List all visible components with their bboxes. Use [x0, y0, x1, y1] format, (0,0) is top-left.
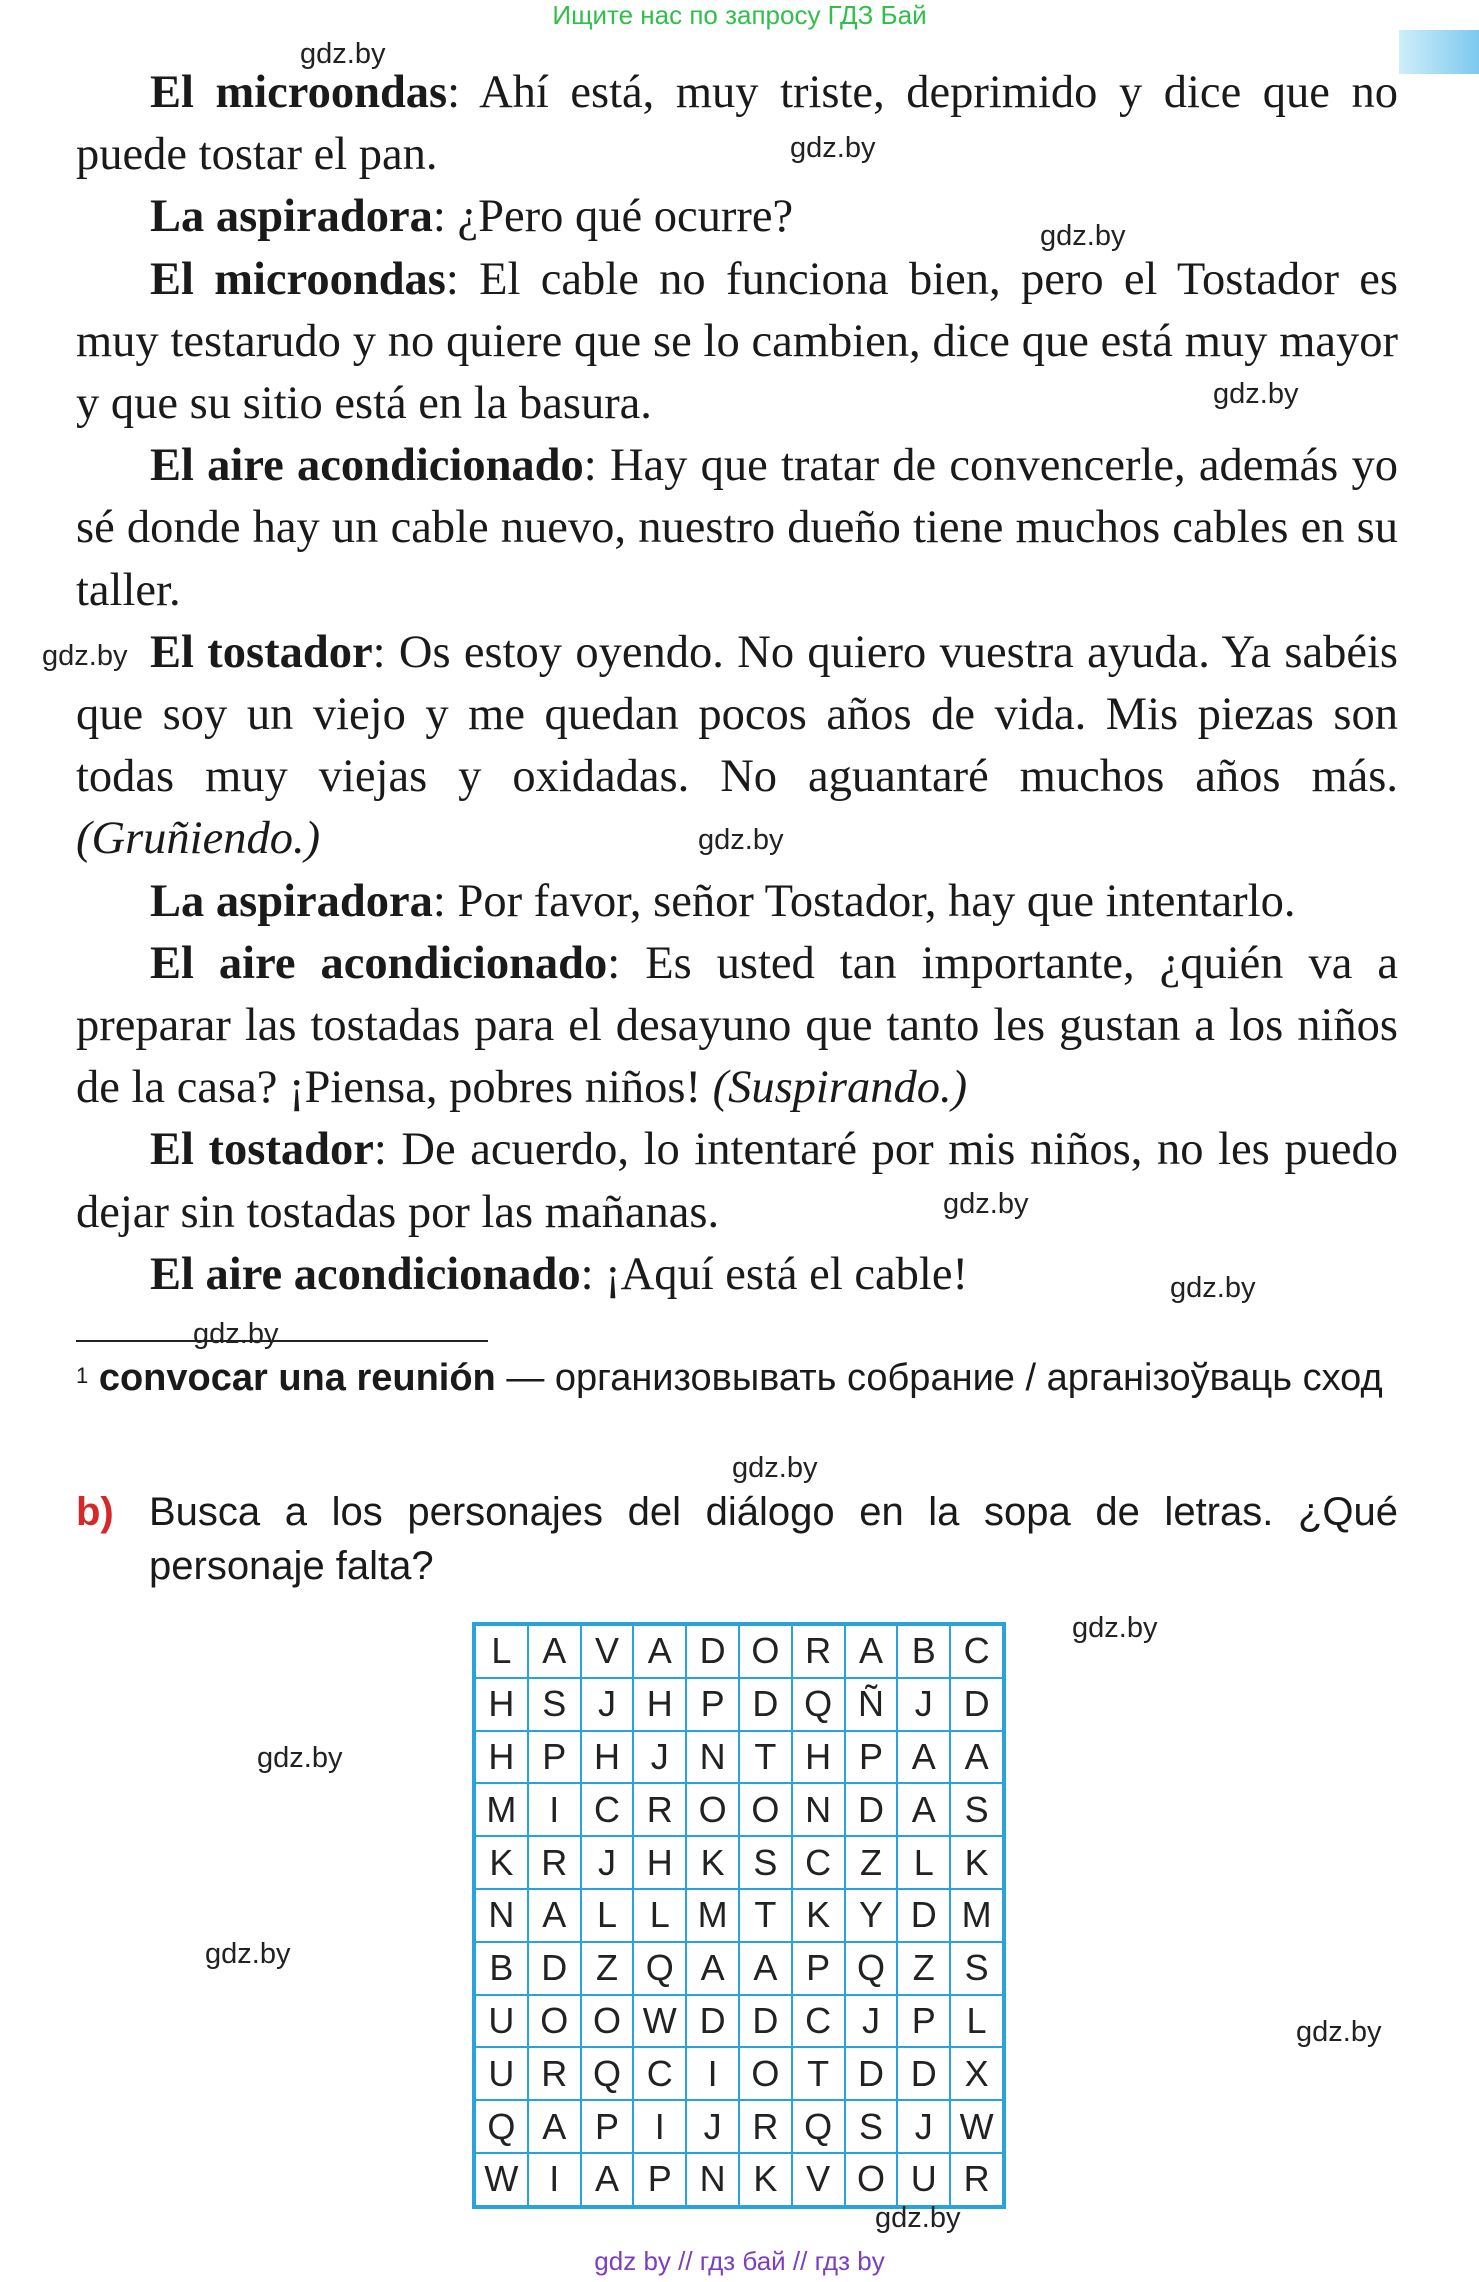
grid-cell: D [897, 1889, 950, 1942]
grid-cell: Q [845, 1942, 898, 1995]
grid-cell: D [845, 1783, 898, 1836]
grid-cell: L [633, 1889, 686, 1942]
grid-cell: D [686, 1995, 739, 2048]
grid-cell: P [792, 1942, 845, 1995]
grid-cell: V [792, 2153, 845, 2206]
line-text: Es usted tan importante, ¿quién va a preparar las tostadas para el desayuno que tanto les gustan a los niños de la casa? ¡Piensa, pobres niños! [76, 937, 1398, 1114]
grid-cell: Z [581, 1942, 634, 1995]
grid-cell: Q [633, 1942, 686, 1995]
grid-cell: Q [581, 2047, 634, 2100]
watermark: gdz.by [300, 38, 386, 70]
grid-cell: R [739, 2100, 792, 2153]
watermark: gdz.by [42, 640, 128, 672]
grid-cell: Z [897, 1942, 950, 1995]
grid-cell: O [739, 1625, 792, 1678]
grid-cell: H [792, 1731, 845, 1784]
grid-cell: I [633, 2100, 686, 2153]
grid-cell: S [950, 1942, 1003, 1995]
grid-cell: Q [475, 2100, 528, 2153]
grid-cell: Ñ [845, 1678, 898, 1731]
line-text: El cable no funciona bien, pero el Tostador es muy testarudo y no quiere que se lo cambien, dice que está muy mayor y que su sitio está en la basura. [76, 253, 1398, 430]
footnote [76, 1352, 1398, 1404]
grid-cell: H [633, 1678, 686, 1731]
grid-cell: L [475, 1625, 528, 1678]
speaker-name: La aspiradora [150, 191, 433, 243]
speaker-name: El aire acondicionado [150, 440, 584, 492]
speaker-separator: : [607, 937, 646, 989]
line-text: ¡Aquí está el cable! [605, 1248, 968, 1300]
grid-cell: I [528, 2153, 581, 2206]
watermark: gdz.by [1296, 2016, 1382, 2048]
grid-cell: O [739, 2047, 792, 2100]
speaker-name: El tostador [150, 1124, 374, 1176]
grid-cell: D [897, 2047, 950, 2100]
speaker-separator: : [432, 191, 458, 243]
grid-cell: A [528, 1889, 581, 1942]
footer-links[interactable]: gdz by // гдз бай // гдз by [594, 2246, 885, 2276]
grid-cell: W [633, 1995, 686, 2048]
grid-cell: L [950, 1995, 1003, 2048]
speaker-name: La aspiradora [150, 875, 433, 927]
grid-cell: A [528, 1625, 581, 1678]
grid-cell: D [845, 2047, 898, 2100]
grid-cell: I [686, 2047, 739, 2100]
speaker-separator: : [445, 253, 480, 305]
speaker-name: El aire acondicionado [150, 1248, 581, 1300]
speaker-separator: : [432, 875, 458, 927]
grid-cell: S [845, 2100, 898, 2153]
grid-cell: N [792, 1783, 845, 1836]
line-text: ¿Pero qué ocurre? [457, 191, 794, 243]
grid-cell: A [528, 2100, 581, 2153]
grid-cell: P [633, 2153, 686, 2206]
grid-cell: J [633, 1731, 686, 1784]
watermark: gdz.by [1170, 1272, 1256, 1304]
watermark: gdz.by [732, 1452, 818, 1484]
grid-cell: C [581, 1783, 634, 1836]
watermark: gdz.by [193, 1318, 279, 1350]
grid-cell: M [950, 1889, 1003, 1942]
watermark: gdz.by [698, 824, 784, 856]
grid-cell: A [633, 1625, 686, 1678]
task-letter: b) [76, 1490, 114, 1534]
grid-cell: O [845, 2153, 898, 2206]
grid-cell: S [739, 1836, 792, 1889]
grid-cell: H [475, 1731, 528, 1784]
grid-cell: D [950, 1678, 1003, 1731]
grid-cell: W [950, 2100, 1003, 2153]
speaker-name: El aire acondicionado [150, 937, 608, 989]
speaker-separator: : [447, 67, 480, 118]
dialog-line [76, 435, 1398, 622]
grid-cell: A [950, 1731, 1003, 1784]
grid-cell: T [739, 1889, 792, 1942]
grid-cell: K [792, 1889, 845, 1942]
grid-cell: W [475, 2153, 528, 2206]
dialog-line [76, 186, 1398, 248]
grid-cell: I [528, 1783, 581, 1836]
grid-cell: C [792, 1995, 845, 2048]
grid-cell: K [686, 1836, 739, 1889]
watermark: gdz.by [875, 2202, 961, 2234]
grid-cell: J [581, 1678, 634, 1731]
grid-cell: D [528, 1942, 581, 1995]
dialog-line [76, 1119, 1398, 1243]
grid-cell: J [845, 1995, 898, 2048]
grid-cell: H [581, 1731, 634, 1784]
grid-cell: P [897, 1995, 950, 2048]
grid-cell: K [950, 1836, 1003, 1889]
grid-cell: R [528, 2047, 581, 2100]
grid-cell: Y [845, 1889, 898, 1942]
grid-cell: U [475, 2047, 528, 2100]
corner-tab [1399, 30, 1479, 74]
speaker-separator: : [583, 440, 610, 492]
watermark: gdz.by [1072, 1612, 1158, 1644]
dialog-line [76, 249, 1398, 436]
grid-cell: A [845, 1625, 898, 1678]
grid-cell: P [581, 2100, 634, 2153]
footnote-rule [76, 1340, 488, 1342]
grid-cell: P [845, 1731, 898, 1784]
grid-cell: K [475, 1836, 528, 1889]
grid-cell: J [686, 2100, 739, 2153]
grid-cell: N [686, 1731, 739, 1784]
watermark: gdz.by [1213, 378, 1299, 410]
grid-cell: A [581, 2153, 634, 2206]
grid-cell: V [581, 1625, 634, 1678]
grid-cell: L [897, 1836, 950, 1889]
grid-cell: R [792, 1625, 845, 1678]
grid-cell: R [950, 2153, 1003, 2206]
watermark: gdz.by [205, 1938, 291, 1970]
grid-cell: S [950, 1783, 1003, 1836]
grid-cell: N [686, 2153, 739, 2206]
watermark: gdz.by [257, 1742, 343, 1774]
grid-cell: O [581, 1995, 634, 2048]
grid-cell: D [739, 1678, 792, 1731]
grid-cell: B [897, 1625, 950, 1678]
stage-direction: (Suspirando.) [712, 1062, 968, 1114]
line-text: Hay que tratar de convencerle, además yo sé donde hay un cable nuevo, nuestro dueño tiene muchos cables en su taller. [76, 440, 1398, 616]
speaker-separator: : [373, 1124, 402, 1176]
grid-cell: H [633, 1836, 686, 1889]
line-text: Ahí está, muy triste, deprimido y dice que no puede tostar el pan. [76, 67, 1398, 181]
line-text: Por favor, señor Tostador, hay que intentarlo. [457, 875, 1296, 927]
grid-cell: R [528, 1836, 581, 1889]
dialog-line [76, 871, 1398, 933]
grid-cell: X [950, 2047, 1003, 2100]
grid-cell: T [792, 2047, 845, 2100]
grid-cell: A [897, 1783, 950, 1836]
grid-cell: Z [845, 1836, 898, 1889]
grid-cell: C [792, 1836, 845, 1889]
grid-cell: B [475, 1942, 528, 1995]
speaker-separator: : [580, 1248, 606, 1300]
grid-cell: J [897, 2100, 950, 2153]
dialog-line [76, 62, 1398, 186]
grid-cell: A [739, 1942, 792, 1995]
grid-cell: J [581, 1836, 634, 1889]
stage-direction: (Gruñiendo.) [76, 813, 321, 865]
line-text: Os estoy oyendo. No quiero vuestra ayuda. Ya sabéis que soy un viejo y me quedan pocos años de vida. Mis piezas son todas muy viejas y oxidadas. No aguantaré muchos años más. [76, 626, 1398, 803]
grid-cell: Q [792, 1678, 845, 1731]
grid-cell: M [686, 1889, 739, 1942]
grid-cell: A [686, 1942, 739, 1995]
grid-cell: P [686, 1678, 739, 1731]
grid-cell: L [581, 1889, 634, 1942]
grid-cell: O [528, 1995, 581, 2048]
grid-cell: O [739, 1783, 792, 1836]
grid-cell: U [475, 1995, 528, 2048]
grid-cell: D [739, 1995, 792, 2048]
speaker-name: El microondas [150, 67, 448, 118]
line-text: De acuerdo, lo intentaré por mis niños, no les puedo dejar sin tostadas por las mañanas. [76, 1124, 1399, 1238]
grid-cell: C [950, 1625, 1003, 1678]
speaker-separator: : [372, 626, 399, 678]
grid-cell: N [475, 1889, 528, 1942]
watermark: gdz.by [790, 132, 876, 164]
dialog-text [76, 62, 1398, 1306]
grid-cell: P [528, 1731, 581, 1784]
watermark: gdz.by [1040, 220, 1126, 252]
grid-cell: H [475, 1678, 528, 1731]
grid-cell: U [897, 2153, 950, 2206]
grid-cell: D [686, 1625, 739, 1678]
footnote-term: convocar una reunión [98, 1357, 496, 1399]
grid-cell: O [686, 1783, 739, 1836]
grid-cell: K [739, 2153, 792, 2206]
task-text: Busca a los personajes del diálogo en la sopa de letras. ¿Qué personaje falta? [149, 1490, 1398, 1588]
speaker-name: El tostador [150, 626, 373, 678]
dialog-line [76, 933, 1398, 1120]
top-banner[interactable]: Ищите нас по запросу ГДЗ Бай [552, 0, 927, 30]
grid-cell: T [739, 1731, 792, 1784]
footnote-number: 1 [76, 1363, 89, 1388]
footnote-translation: — организовывать собрание / арганізоўваць сход [495, 1357, 1383, 1399]
word-search-grid [472, 1622, 1006, 2209]
grid-cell: R [633, 1783, 686, 1836]
grid-cell: J [897, 1678, 950, 1731]
grid-cell: M [475, 1783, 528, 1836]
grid-cell: A [897, 1731, 950, 1784]
watermark: gdz.by [943, 1188, 1029, 1220]
grid-cell: Q [792, 2100, 845, 2153]
task-b [76, 1485, 1398, 1593]
grid-cell: C [633, 2047, 686, 2100]
grid-cell: S [528, 1678, 581, 1731]
speaker-name: El microondas [150, 253, 446, 305]
